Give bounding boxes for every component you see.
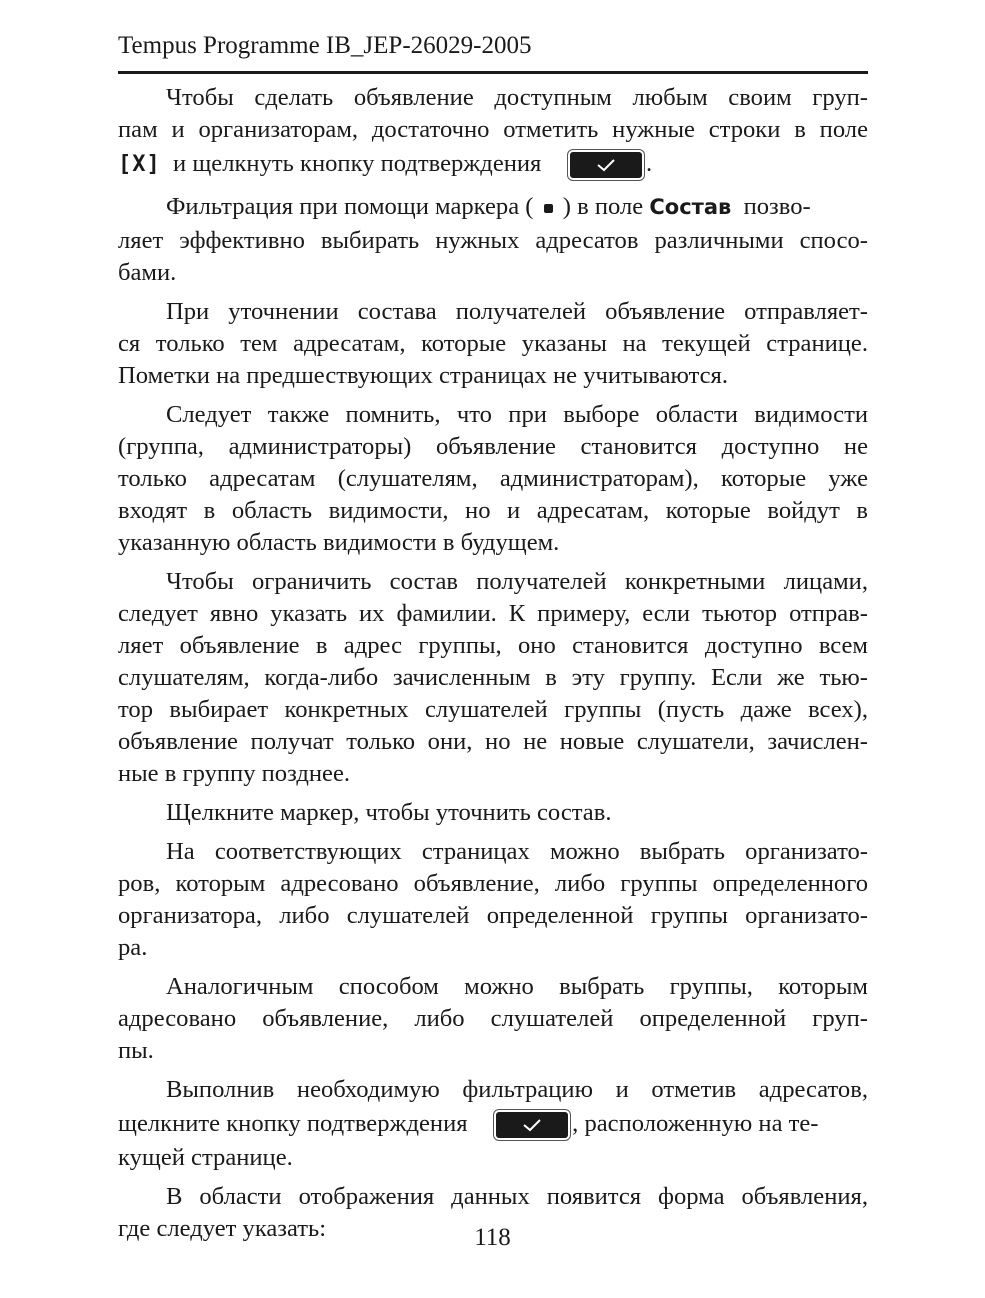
text-line: [118, 146, 868, 182]
text-line: пы.: [118, 1037, 154, 1064]
text-line: Пометки на предшествующих страницах не учитываются.: [118, 362, 729, 389]
field-name-sostav: Состав: [649, 195, 732, 219]
text-fragment: и щелкнуть кнопку подтверждения: [173, 150, 542, 177]
text-fragment: позво-: [743, 193, 811, 220]
text-line: тор выбирает конкретных слушателей группы (пусть даже всех),: [118, 696, 868, 723]
page-header: Tempus Programme IB_JEP-26029-2005: [118, 32, 532, 59]
text-fragment: Фильтрация при помощи маркера (: [166, 193, 534, 220]
text-line: ляет эффективно выбирать нужных адресатов различными спосо-: [118, 227, 868, 254]
text-line: только адресатам (слушателям, администраторам), которые уже: [118, 465, 868, 492]
marker-icon: [544, 204, 553, 213]
page-body: [118, 82, 868, 1245]
text-line: Следует также помнить, что при выборе области видимости: [166, 401, 868, 428]
page-number: 118: [474, 1224, 511, 1251]
checkmark-icon: [522, 1118, 542, 1132]
text-line: При уточнении состава получателей объявление отправляет-: [166, 298, 868, 325]
text-fragment: , расположенную на те-: [572, 1110, 819, 1137]
text-line: ные в группу позднее.: [118, 760, 351, 787]
text-line: Выполнив необходимую фильтрацию и отметив адресатов,: [166, 1076, 868, 1103]
text-line: указанную область видимости в будущем.: [118, 529, 560, 556]
text-line: пам и организаторам, достаточно отметить нужные строки в поле: [118, 116, 868, 143]
checkbox-column-label: [X]: [118, 152, 161, 177]
text-line: входят в область видимости, но и адресатам, которые войдут в: [118, 497, 868, 524]
text-fragment: .: [645, 150, 653, 177]
text-line: [118, 189, 868, 225]
text-line: Чтобы ограничить состав получателей конкретными лицами,: [166, 568, 868, 595]
header-rule: [118, 71, 868, 74]
text-line: На соответствующих страницах можно выбрать организато-: [166, 838, 868, 865]
text-line: ся только тем адресатам, которые указаны на текущей странице.: [118, 330, 868, 357]
text-line: адресовано объявление, либо слушателей определенной груп-: [118, 1005, 868, 1032]
text-line: В области отображения данных появится форма объявления,: [166, 1183, 868, 1210]
text-fragment: щелкните кнопку подтверждения: [118, 1110, 468, 1137]
text-line: Щелкните маркер, чтобы уточнить состав.: [166, 799, 612, 826]
text-line: [118, 1106, 868, 1142]
text-fragment: ) в поле: [562, 193, 644, 220]
text-line: Чтобы сделать объявление доступным любым своим груп-: [166, 84, 868, 111]
text-line: ра.: [118, 934, 148, 961]
text-line: слушателям, когда-либо зачисленным в эту группу. Если же тью-: [118, 664, 868, 691]
text-line: ров, которым адресовано объявление, либо группы определенного: [118, 870, 868, 897]
text-line: организатора, либо слушателей определенной группы организато-: [118, 902, 868, 929]
text-line: следует явно указать их фамилии. К примеру, если тьютор отправ-: [118, 600, 868, 627]
text-line: объявление получат только они, но не новые слушатели, зачислен-: [118, 728, 868, 755]
confirm-button-image: [570, 152, 642, 178]
text-line: где следует указать:: [118, 1215, 327, 1242]
text-line: кущей странице.: [118, 1144, 293, 1171]
text-line: (группа, администраторы) объявление становится доступно не: [118, 433, 868, 460]
checkmark-icon: [596, 158, 616, 172]
confirm-button-image: [496, 1112, 568, 1138]
text-line: ляет объявление в адрес группы, оно становится доступно всем: [118, 632, 868, 659]
text-line: Аналогичным способом можно выбрать группы, которым: [166, 973, 868, 1000]
text-line: бами.: [118, 259, 177, 286]
